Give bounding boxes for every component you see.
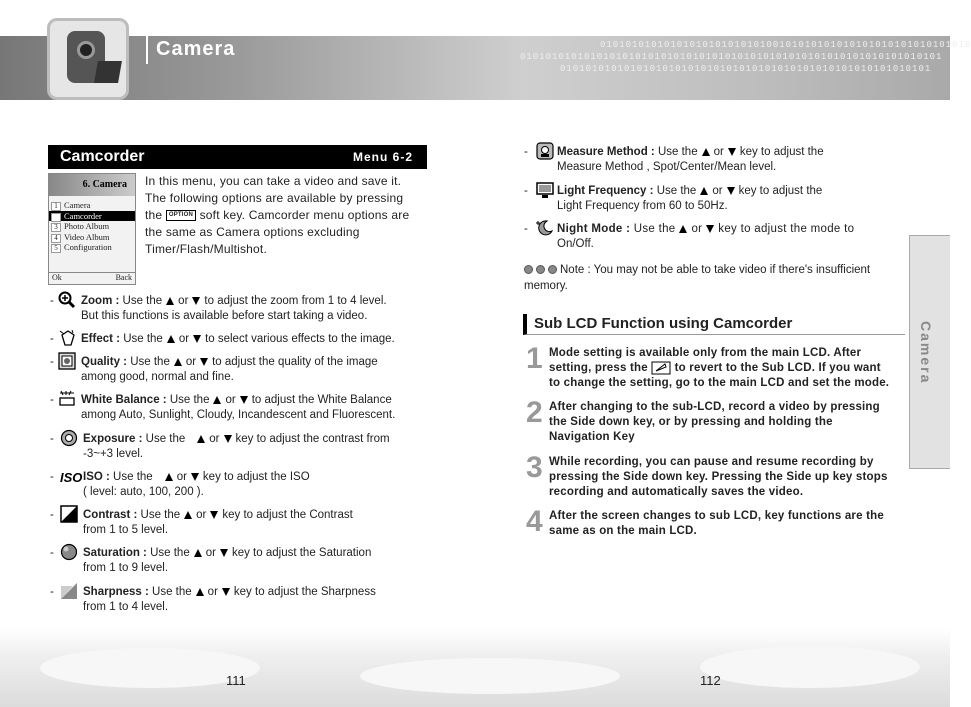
section-title: Camcorder (60, 148, 145, 165)
contrast-icon (60, 505, 78, 523)
note-dots-icon (524, 262, 560, 278)
binary-decoration: 0101010101010101010101010101010101010101010101010101010101 (560, 64, 932, 74)
quality-icon (58, 352, 76, 370)
up-arrow-icon (213, 396, 221, 404)
step-4: 4 After the screen changes to sub LCD, key functions are the same as on the main LCD. (526, 505, 884, 538)
option-measure-method: - Measure Method : Use the or key to adjust the Measure Method , Spot/Center/Mean level. (524, 145, 904, 177)
option-night-mode: - Night Mode : Use the or key to adjust the mode to On/Off. (524, 222, 904, 254)
up-arrow-icon (196, 588, 204, 596)
header-top-band (0, 0, 950, 36)
down-arrow-icon (728, 148, 736, 156)
step-3: 3 While recording, you can pause and resume recording by pressing the Side down key. Pressing the Side up key stops recording and automatically saves the video. (526, 451, 888, 498)
down-arrow-icon (222, 588, 230, 596)
option-quality: - Quality : Use the or to adjust the quality of the image among good, normal and fine. (50, 355, 430, 387)
page-header (0, 0, 971, 100)
option-iso: - ISO ISO : Use the or key to adjust the ISO ( level: auto, 100, 200 ). (50, 470, 430, 502)
exposure-icon (60, 429, 78, 447)
down-arrow-icon (200, 358, 208, 366)
zoom-icon (58, 291, 76, 309)
down-arrow-icon (240, 396, 248, 404)
up-arrow-icon (167, 335, 175, 343)
down-arrow-icon (210, 511, 218, 519)
down-arrow-icon (193, 335, 201, 343)
phone-menu-list (49, 200, 135, 253)
phone-menu-item: 1 Camera (49, 200, 135, 211)
page-number-left: 111 (226, 673, 246, 688)
option-saturation: - Saturation : Use the or key to adjust the Saturation from 1 to 9 level. (50, 546, 430, 578)
light-frequency-icon (536, 181, 554, 199)
saturation-icon (60, 543, 78, 561)
cloud-decoration (700, 646, 920, 688)
white-balance-icon (58, 390, 76, 408)
night-mode-icon (536, 219, 554, 237)
phone-menu-item: 4 Video Album (49, 232, 135, 243)
cloud-decoration (360, 658, 620, 694)
phone-menu-item: 5 Configuration (49, 242, 135, 253)
intro-paragraph: In this menu, you can take a video and save it. The following options are available by pressing the OPTION soft key. Camcorder menu options are the same as Camera options excluding Timer/Flash/Multishot. (145, 174, 410, 256)
up-arrow-icon (197, 435, 205, 443)
sub-lcd-key-icon (651, 361, 671, 375)
up-arrow-icon (166, 297, 174, 305)
phone-screen-image (48, 173, 136, 285)
sub-lcd-heading: Sub LCD Function using Camcorder (523, 314, 905, 335)
down-arrow-icon (192, 297, 200, 305)
note: Note : You may not be able to take video if there's insufficient memory. (524, 264, 871, 292)
up-arrow-icon (702, 148, 710, 156)
down-arrow-icon (220, 549, 228, 557)
svg-text:ISO: ISO (60, 470, 83, 485)
step-2: 2 After changing to the sub-LCD, record a video by pressing the Side down key, or by pressing and holding the Navigation Key (526, 396, 880, 443)
sharpness-icon (60, 582, 78, 600)
option-contrast: - Contrast : Use the or key to adjust the Contrast from 1 to 5 level. (50, 508, 430, 540)
option-white-balance: - White Balance : Use the or to adjust the White Balance among Auto, Sunlight, Cloudy, Incandescent and Fluorescent. (50, 393, 430, 425)
phone-screen-header: 6. Camera (49, 174, 135, 196)
option-sharpness: - Sharpness : Use the or key to adjust the Sharpness from 1 to 4 level. (50, 585, 430, 617)
down-arrow-icon (191, 473, 199, 481)
phone-menu-item: 2 Camcorder (49, 211, 135, 222)
up-arrow-icon (194, 549, 202, 557)
up-arrow-icon (165, 473, 173, 481)
option-key-icon: OPTION (166, 210, 196, 221)
phone-softkeys: Ok Back (49, 272, 135, 284)
down-arrow-icon (727, 187, 735, 195)
iso-icon (60, 467, 83, 485)
option-exposure: - Exposure : Use the or key to adjust the contrast from -3~+3 level. (50, 432, 430, 464)
binary-decoration: 010101010101010101010101010101010101010101010101010101010101010101 (520, 52, 943, 62)
camera-logo (47, 18, 129, 100)
chapter-side-tab: Camera (909, 235, 950, 469)
step-1: 1 Mode setting is available only from the main LCD. After setting, press the to revert to the Sub LCD. If you want to change the setting, go to the main LCD and set the mode. (526, 342, 890, 390)
up-arrow-icon (174, 358, 182, 366)
effect-icon (58, 329, 76, 347)
measure-method-icon (536, 142, 554, 160)
page-title: Camera (156, 38, 236, 60)
up-arrow-icon (184, 511, 192, 519)
camera-screen-icon (94, 61, 122, 83)
menu-number: Menu 6-2 (352, 150, 413, 164)
down-arrow-icon (224, 435, 232, 443)
header-divider (146, 36, 148, 64)
page-footer (0, 628, 950, 707)
up-arrow-icon (700, 187, 708, 195)
option-light-frequency: - Light Frequency : Use the or key to adjust the Light Frequency from 60 to 50Hz. (524, 184, 904, 216)
page-number-right: 112 (700, 673, 721, 688)
binary-decoration: 0101010101010101010101010100101010101010101010101010101010 (600, 40, 971, 50)
down-arrow-icon (706, 225, 714, 233)
section-title-bar (48, 145, 427, 169)
option-effect: - Effect : Use the or to select various effects to the image. (50, 332, 430, 350)
option-zoom: - Zoom : Use the or to adjust the zoom from 1 to 4 level. But this functions is available before start taking a video. (50, 294, 430, 326)
up-arrow-icon (679, 225, 687, 233)
phone-menu-item: 3 Photo Album (49, 221, 135, 232)
